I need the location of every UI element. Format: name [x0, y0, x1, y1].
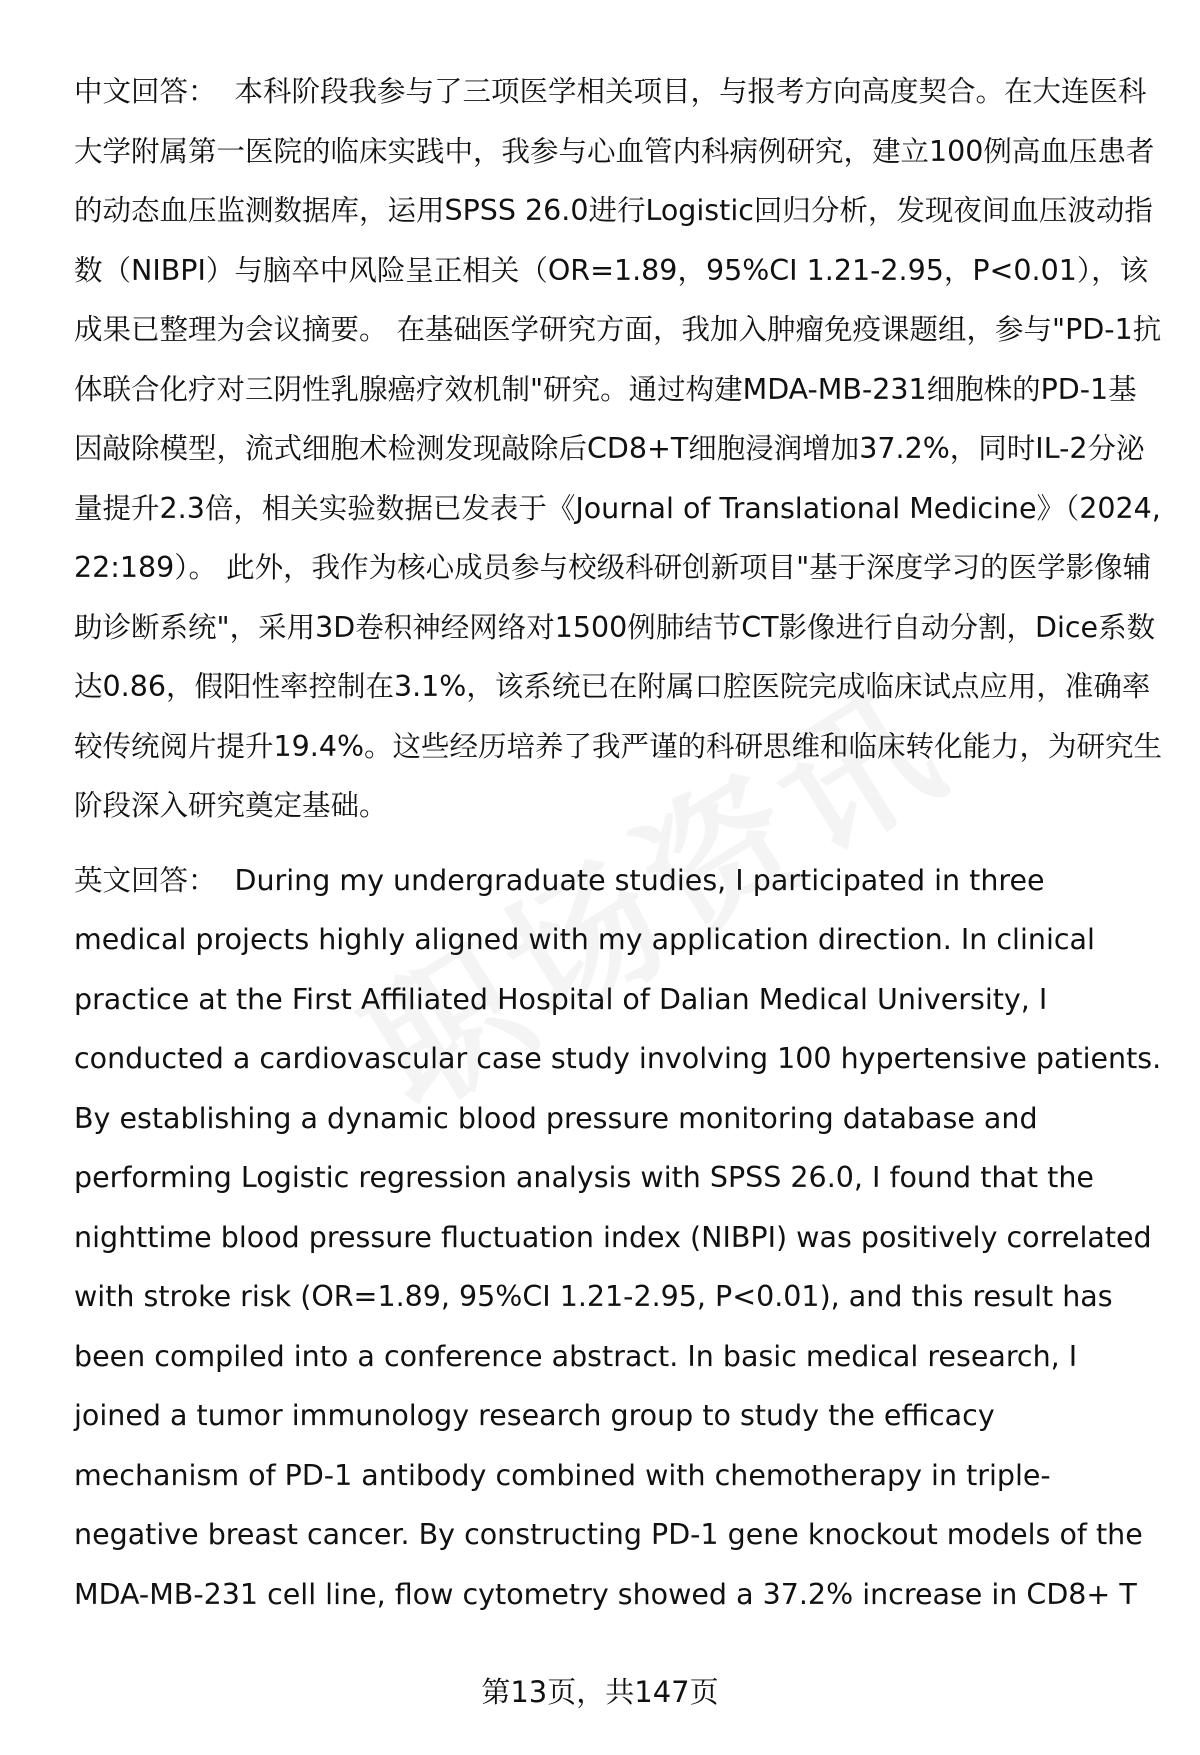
english-answer-text: During my undergraduate studies, I participated in three medical projects highly aligned with my application direction. In clinical practice at the First Affiliated Hospital of Dalian Medical University, I conducted a cardiovascular case study involving 100 hypertensive patients. By establishing a dynamic blood pressure monitoring database and performing Logistic regression analysis with SPSS 26.0, I found that the nighttime blood pressure fluctuation index (NIBPI) was positively correlated with stroke risk (OR=1.89, 95%CI 1.21-2.95, P<0.01), and this result has been compiled into a conference abstract. In basic medical research, I joined a tumor immunology research group to study the efficacy mechanism of PD-1 antibody combined with chemotherapy in triple-negative breast cancer. By constructing PD-1 gene knockout models of the MDA-MB-231 cell line, flow cytometry showed a 37.2% increase in CD8+ T	[74, 863, 1162, 1611]
chinese-answer-text: 本科阶段我参与了三项医学相关项目，与报考方向高度契合。在大连医科大学附属第一医院的临床实践中，我参与心血管内科病例研究，建立100例高血压患者的动态血压监测数据库，运用SPSS 26.0进行Logistic回归分析，发现夜间血压波动指数（NIBPI）与脑卒中风险呈正相关（OR=1.89，95%CI 1.21-2.95，P<0.01），该成果已整理为会议摘要。 在基础医学研究方面，我加入肿瘤免疫课题组，参与"PD-1抗体联合化疗对三阴性乳腺癌疗效机制"研究。通过构建MDA-MB-231细胞株的PD-1基因敲除模型，流式细胞术检测发现敲除后CD8+T细胞浸润增加37.2%，同时IL-2分泌量提升2.3倍，相关实验数据已发表于《Journal of Translational Medicine》（2024, 22:189）。 此外，我作为核心成员参与校级科研创新项目"基于深度学习的医学影像辅助诊断系统"，采用3D卷积神经网络对1500例肺结节CT影像进行自动分割，Dice系数达0.86，假阳性率控制在3.1%，该系统已在附属口腔医院完成临床试点应用，准确率较传统阅片提升19.4%。这些经历培养了我严谨的科研思维和临床转化能力，为研究生阶段深入研究奠定基础。	[74, 75, 1163, 822]
english-answer-paragraph	[74, 851, 1164, 1625]
english-answer-label: 英文回答：	[74, 863, 217, 897]
chinese-answer-paragraph	[74, 62, 1164, 836]
page-number-footer: 第13页，共147页	[481, 1675, 719, 1709]
document-body	[74, 62, 1164, 1624]
chinese-answer-label: 中文回答：	[74, 75, 217, 108]
